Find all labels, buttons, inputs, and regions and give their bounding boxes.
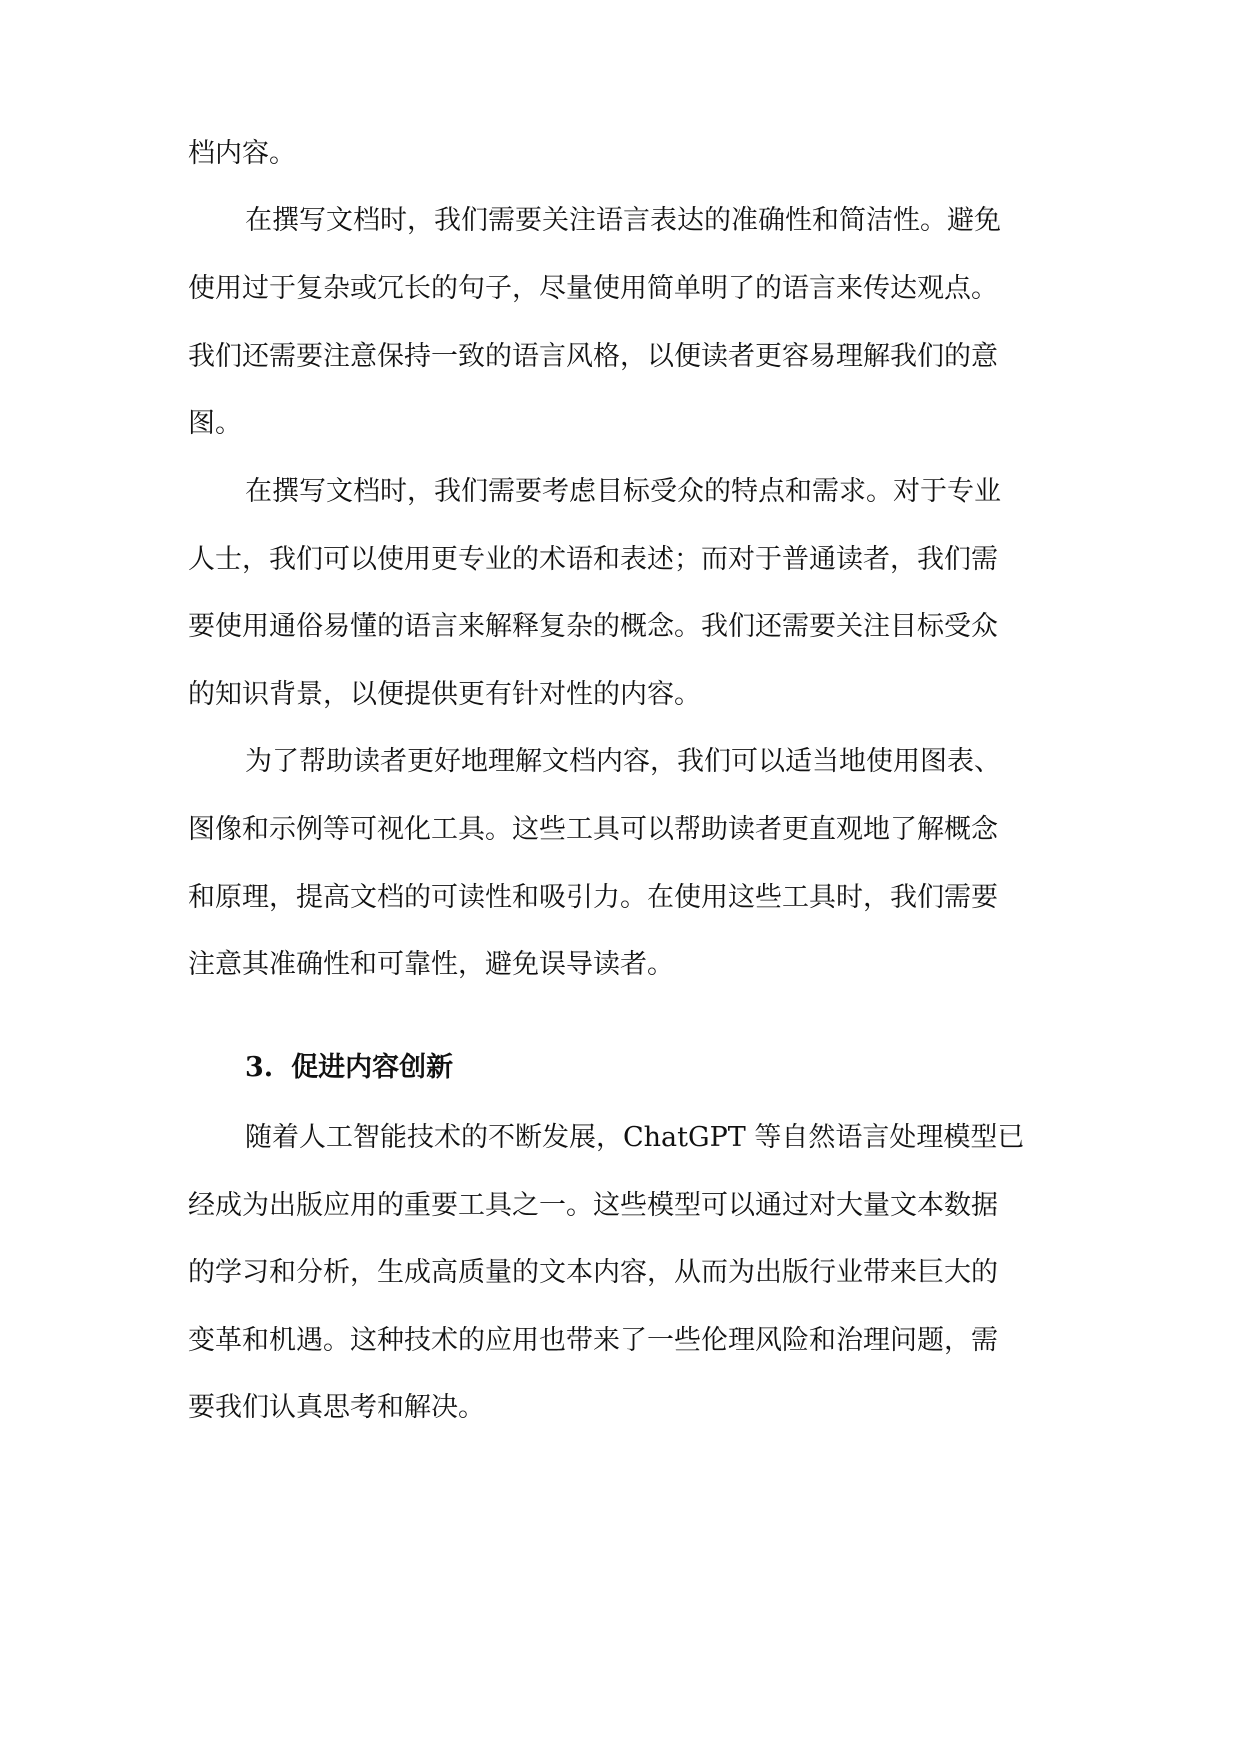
paragraph-first-line: 为了帮助读者更好地理解文档内容，我们可以适当地使用图表、: [245, 746, 1001, 777]
text-line: 我们还需要注意保持一致的语言风格，以便读者更容易理解我们的意: [188, 341, 998, 372]
text-line: 经成为出版应用的重要工具之一。这些模型可以通过对大量文本数据: [188, 1190, 998, 1221]
section-heading: [245, 1043, 945, 1093]
text-line: 使用过于复杂或冗长的句子，尽量使用简单明了的语言来传达观点。: [188, 273, 998, 304]
section-title: 促进内容创新: [291, 1052, 454, 1083]
section-number: 3.: [245, 1052, 274, 1083]
text-line: 要我们认真思考和解决。: [188, 1392, 485, 1423]
text-line: 图像和示例等可视化工具。这些工具可以帮助读者更直观地了解概念: [188, 814, 998, 845]
text-line: 的学习和分析，生成高质量的文本内容，从而为出版行业带来巨大的: [188, 1257, 998, 1288]
text-line: 档内容。: [188, 138, 296, 169]
text-line: 的知识背景，以便提供更有针对性的内容。: [188, 679, 701, 710]
text-line: 图。: [188, 408, 242, 439]
text-line: 变革和机遇。这种技术的应用也带来了一些伦理风险和治理问题，需: [188, 1325, 998, 1356]
paragraph-first-line: 在撰写文档时，我们需要关注语言表达的准确性和简洁性。避免: [245, 205, 1001, 236]
text-line: 人士，我们可以使用更专业的术语和表述；而对于普通读者，我们需: [188, 544, 998, 575]
paragraph-first-line: 在撰写文档时，我们需要考虑目标受众的特点和需求。对于专业: [245, 476, 1001, 507]
text-line: 和原理，提高文档的可读性和吸引力。在使用这些工具时，我们需要: [188, 882, 998, 913]
text-line: 注意其准确性和可靠性，避免误导读者。: [188, 949, 674, 980]
paragraph-first-line: 随着人工智能技术的不断发展，ChatGPT 等自然语言处理模型已: [245, 1122, 1025, 1153]
text-line: 要使用通俗易懂的语言来解释复杂的概念。我们还需要关注目标受众: [188, 611, 998, 642]
